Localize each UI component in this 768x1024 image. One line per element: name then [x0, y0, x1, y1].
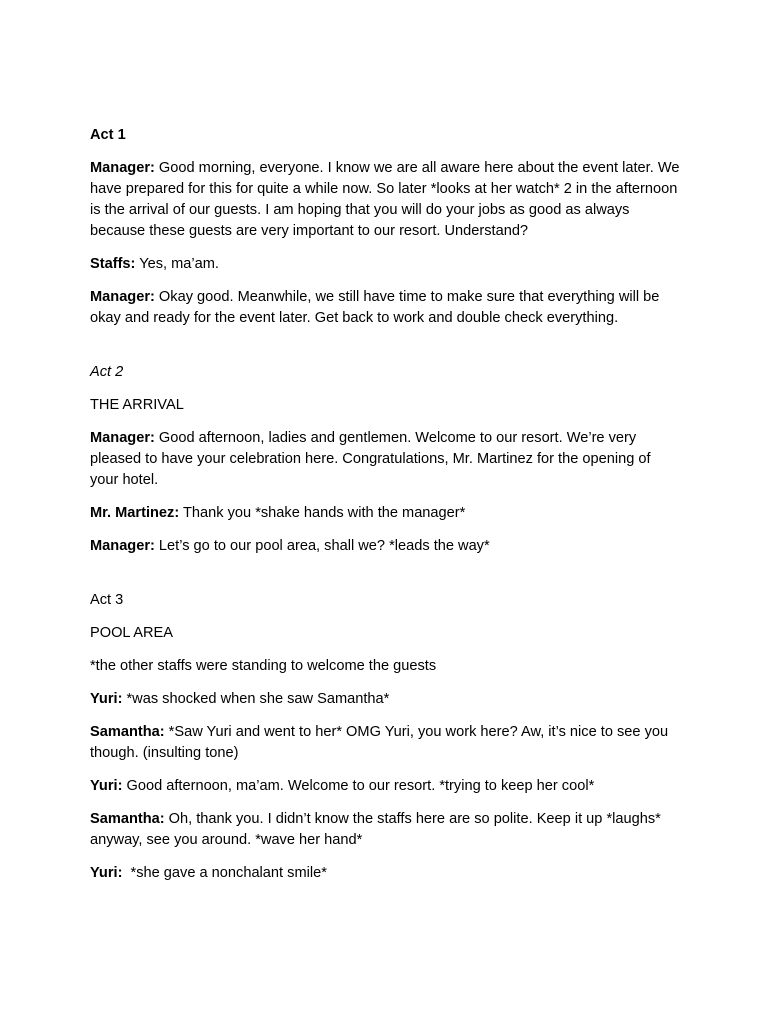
speaker-name: Manager:	[90, 538, 155, 554]
dialogue-line	[90, 536, 682, 557]
dialogue-line	[90, 776, 682, 797]
act-1-heading	[90, 125, 682, 146]
stage-direction: *the other staffs were standing to welcome the guests	[90, 658, 437, 674]
speaker-name: Samantha:	[90, 724, 165, 740]
speaker-name: Staffs:	[90, 256, 136, 272]
dialogue-text: Thank you *shake hands with the manager*	[179, 505, 466, 521]
dialogue-text: Okay good. Meanwhile, we still have time to make sure that everything will be okay and ready for the event later. Get back to work and double check everything.	[90, 289, 660, 326]
speaker-name: Yuri:	[90, 778, 123, 794]
scene-heading: THE ARRIVAL	[90, 397, 184, 413]
scene-heading: POOL AREA	[90, 625, 174, 641]
act-2-heading: Act 2	[90, 364, 124, 380]
dialogue-line	[90, 428, 682, 491]
dialogue-line	[90, 503, 682, 524]
dialogue-line	[90, 254, 682, 275]
speaker-name: Samantha:	[90, 811, 165, 827]
dialogue-text: Let’s go to our pool area, shall we? *leads the way*	[154, 538, 490, 554]
script-document	[90, 125, 682, 896]
dialogue-text: *was shocked when she saw Samantha*	[122, 691, 390, 707]
dialogue-line	[90, 722, 682, 764]
dialogue-text: Good afternoon, ma’am. Welcome to our resort. *trying to keep her cool*	[122, 778, 595, 794]
dialogue-line	[90, 809, 682, 851]
speaker-name: Manager:	[90, 160, 155, 176]
dialogue-text: Good morning, everyone. I know we are all aware here about the event later. We have prepared for this for quite a while now. So later *looks at her watch* 2 in the afternoon is the arrival of our guests. I am hoping that you will do your jobs as good as always because these guests are very important to our resort. Understand?	[90, 160, 680, 239]
speaker-name: Manager:	[90, 430, 155, 446]
act-title: Act 1	[90, 127, 126, 143]
dialogue-line	[90, 287, 682, 329]
speaker-name: Mr. Martinez:	[90, 505, 180, 521]
dialogue-text: Yes, ma’am.	[135, 256, 219, 272]
dialogue-text: Good afternoon, ladies and gentlemen. Welcome to our resort. We’re very pleased to have your celebration here. Congratulations, Mr. Martinez for the opening of your hotel.	[90, 430, 651, 488]
dialogue-line	[90, 863, 682, 884]
dialogue-text: Oh, thank you. I didn’t know the staffs here are so polite. Keep it up *laughs* anyway, see you around. *wave her hand*	[90, 811, 661, 848]
dialogue-text: *she gave a nonchalant smile*	[122, 865, 327, 881]
speaker-name: Yuri:	[90, 865, 123, 881]
speaker-name: Yuri:	[90, 691, 123, 707]
dialogue-text: *Saw Yuri and went to her* OMG Yuri, you work here? Aw, it’s nice to see you though. (insulting tone)	[90, 724, 669, 761]
act-3-heading: Act 3	[90, 592, 124, 608]
dialogue-line	[90, 689, 682, 710]
speaker-name: Manager:	[90, 289, 155, 305]
dialogue-line	[90, 158, 682, 242]
